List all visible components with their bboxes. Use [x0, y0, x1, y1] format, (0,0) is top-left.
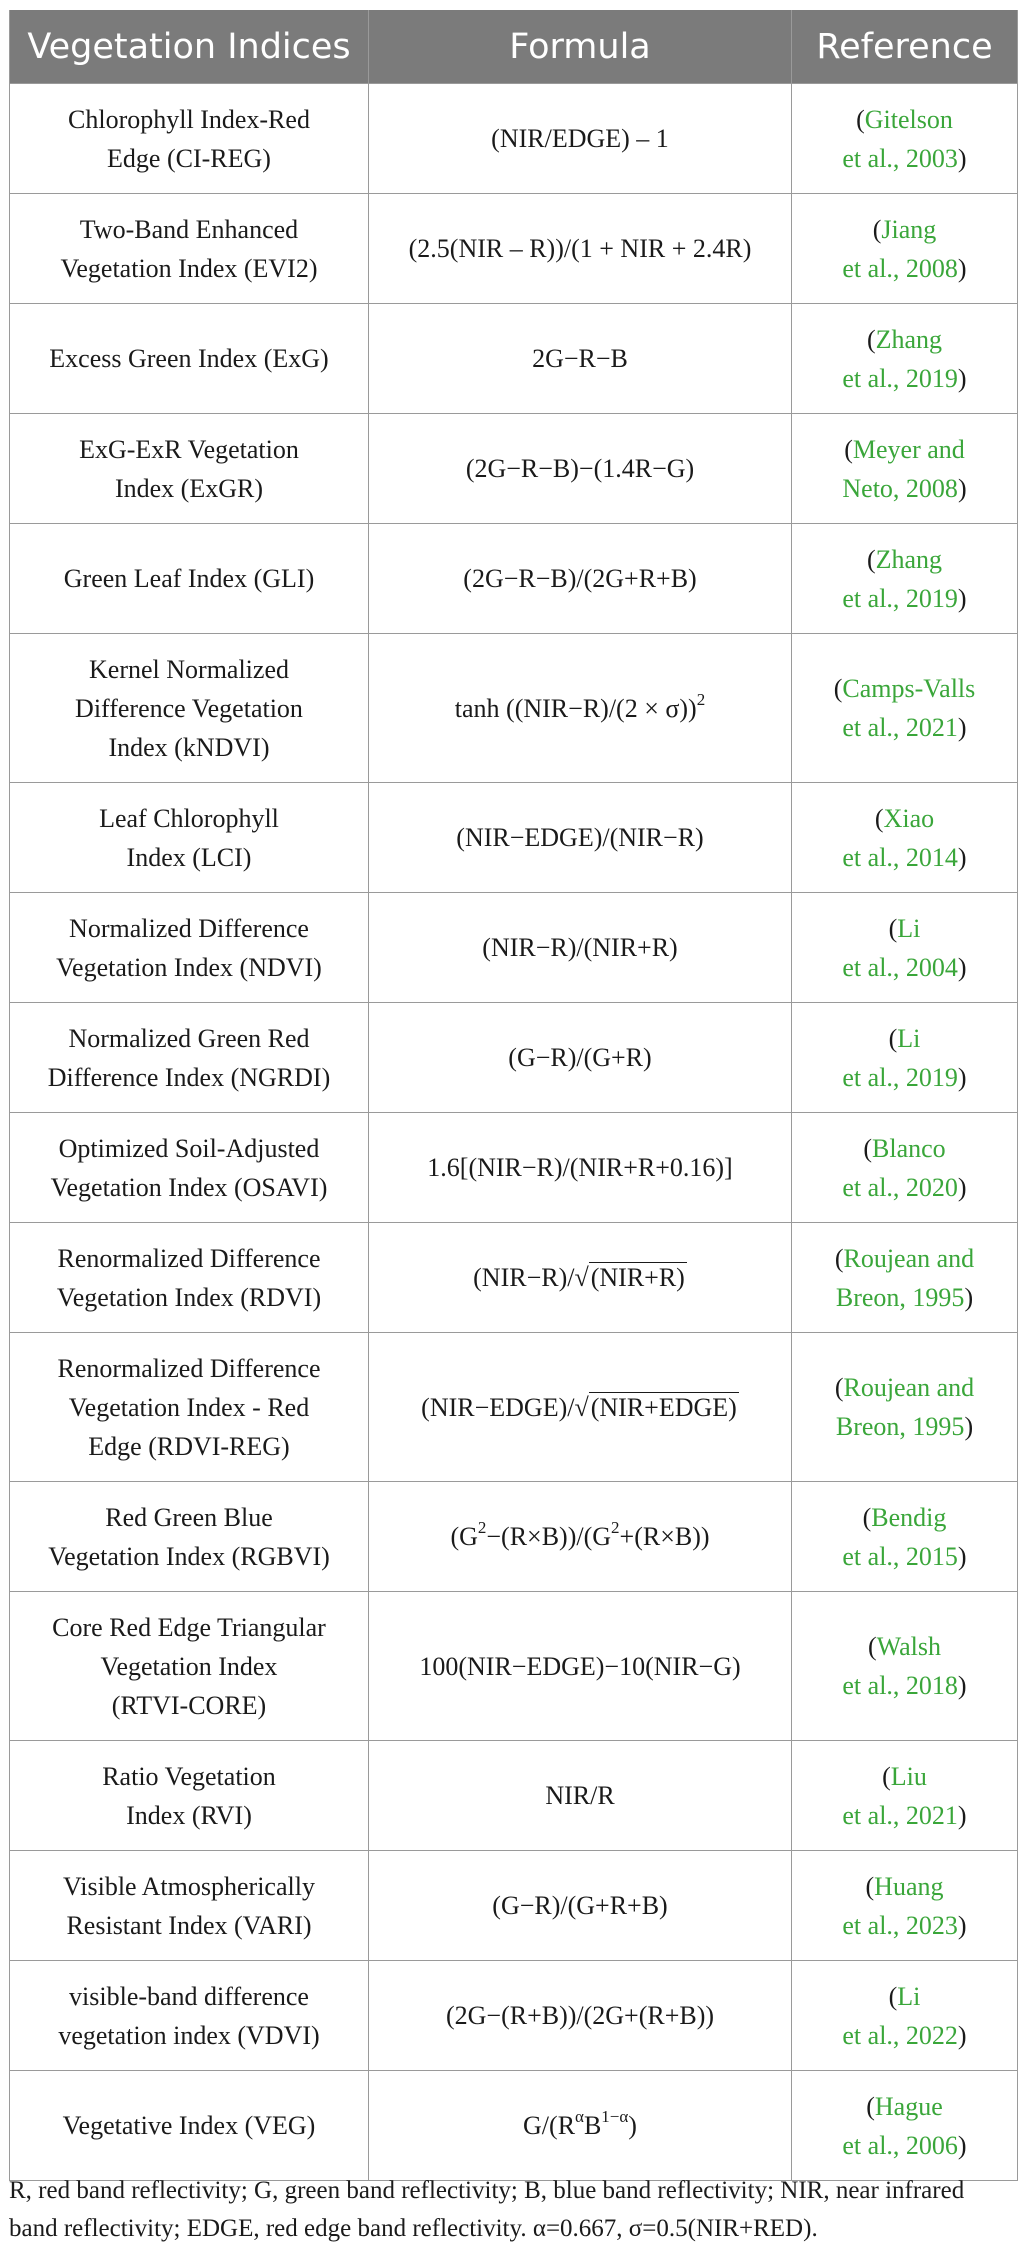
index-name: Core Red Edge Triangular Vegetation Index (RTVI-CORE) [10, 1592, 369, 1741]
table-row [10, 1741, 1018, 1851]
reference-link[interactable]: (Jiang et al., 2008) [792, 194, 1018, 304]
reference-link[interactable]: (Liu et al., 2021) [792, 1741, 1018, 1851]
index-name: Visible Atmospherically Resistant Index (VARI) [10, 1851, 369, 1961]
formula: 100(NIR−EDGE)−10(NIR−G) [369, 1592, 792, 1741]
reference-link[interactable]: (Huang et al., 2023) [792, 1851, 1018, 1961]
reference-link[interactable]: (Li et al., 2022) [792, 1961, 1018, 2071]
formula: $(G^2-(R\times B))/(G^2+(R\times B))$ [369, 1482, 792, 1592]
reference-link[interactable]: (Roujean and Breon, 1995) [792, 1223, 1018, 1333]
table-header-row [10, 10, 1018, 84]
table-row [10, 783, 1018, 893]
formula: (G−R)/(G+R+B) [369, 1851, 792, 1961]
table-row [10, 1851, 1018, 1961]
index-name: Two-Band Enhanced Vegetation Index (EVI2) [10, 194, 369, 304]
formula: NIR/R [369, 1741, 792, 1851]
header-formula: Formula [369, 10, 792, 84]
reference-link[interactable]: (Gitelson et al., 2003) [792, 84, 1018, 194]
table-row [10, 1482, 1018, 1592]
index-name: Chlorophyll Index-Red Edge (CI-REG) [10, 84, 369, 194]
table-row [10, 1113, 1018, 1223]
table-row [10, 1333, 1018, 1482]
formula: (NIR−EDGE)/√(NIR+EDGE) [369, 1333, 792, 1482]
header-vegetation-indices: Vegetation Indices [10, 10, 369, 84]
reference-link[interactable]: (Zhang et al., 2019) [792, 304, 1018, 414]
formula: 1.6[(NIR−R)/(NIR+R+0.16)] [369, 1113, 792, 1223]
index-name: ExG-ExR Vegetation Index (ExGR) [10, 414, 369, 524]
reference-link[interactable]: (Blanco et al., 2020) [792, 1113, 1018, 1223]
table-row [10, 1592, 1018, 1741]
formula: (NIR−EDGE)/(NIR−R) [369, 783, 792, 893]
formula: $G/(R^\alpha B^{1-\alpha})$ [369, 2071, 792, 2181]
index-name: Normalized Green Red Difference Index (NGRDI) [10, 1003, 369, 1113]
index-name: Leaf Chlorophyll Index (LCI) [10, 783, 369, 893]
formula: (2.5(NIR – R))/(1 + NIR + 2.4R) [369, 194, 792, 304]
index-name: Excess Green Index (ExG) [10, 304, 369, 414]
index-name: Normalized Difference Vegetation Index (NDVI) [10, 893, 369, 1003]
formula: (NIR−R)/√(NIR+R) [369, 1223, 792, 1333]
table-row [10, 194, 1018, 304]
vegetation-indices-table [9, 10, 1018, 2181]
reference-link[interactable]: (Camps-Valls et al., 2021) [792, 634, 1018, 783]
index-name: Ratio Vegetation Index (RVI) [10, 1741, 369, 1851]
reference-link[interactable]: (Meyer and Neto, 2008) [792, 414, 1018, 524]
table-row [10, 1223, 1018, 1333]
index-name: Renormalized Difference Vegetation Index - Red Edge (RDVI-REG) [10, 1333, 369, 1482]
reference-link[interactable]: (Walsh et al., 2018) [792, 1592, 1018, 1741]
reference-link[interactable]: (Li et al., 2019) [792, 1003, 1018, 1113]
index-name: Red Green Blue Vegetation Index (RGBVI) [10, 1482, 369, 1592]
table-row [10, 1961, 1018, 2071]
reference-link[interactable]: (Zhang et al., 2019) [792, 524, 1018, 634]
table-row [10, 414, 1018, 524]
header-reference: Reference [792, 10, 1018, 84]
formula: (2G−R−B)−(1.4R−G) [369, 414, 792, 524]
formula: (2G−(R+B))/(2G+(R+B)) [369, 1961, 792, 2071]
table-row [10, 1003, 1018, 1113]
formula: (NIR−R)/(NIR+R) [369, 893, 792, 1003]
reference-link[interactable]: (Hague et al., 2006) [792, 2071, 1018, 2181]
table-row [10, 893, 1018, 1003]
index-name: Optimized Soil-Adjusted Vegetation Index (OSAVI) [10, 1113, 369, 1223]
reference-link[interactable]: (Li et al., 2004) [792, 893, 1018, 1003]
vegetation-indices-table-wrapper [9, 10, 1017, 2181]
reference-link[interactable]: (Xiao et al., 2014) [792, 783, 1018, 893]
reference-link[interactable]: (Bendig et al., 2015) [792, 1482, 1018, 1592]
table-footnote: R, red band reflectivity; G, green band reflectivity; B, blue band reflectivity; NIR, near infrared band reflectivity; EDGE, red edge band reflectivity. α=0.667, σ=0.5(NIR+RED). [9, 2177, 965, 2242]
index-name: Vegetative Index (VEG) [10, 2071, 369, 2181]
index-name: visible-band difference vegetation index (VDVI) [10, 1961, 369, 2071]
table-row [10, 524, 1018, 634]
formula: 2G−R−B [369, 304, 792, 414]
table-row [10, 634, 1018, 783]
index-name: Renormalized Difference Vegetation Index (RDVI) [10, 1223, 369, 1333]
table-row [10, 304, 1018, 414]
formula: $\tanh ((NIR-R)/(2 \times \sigma))^2$ [369, 634, 792, 783]
index-name: Kernel Normalized Difference Vegetation Index (kNDVI) [10, 634, 369, 783]
formula: (G−R)/(G+R) [369, 1003, 792, 1113]
formula: (2G−R−B)/(2G+R+B) [369, 524, 792, 634]
table-row [10, 84, 1018, 194]
table-row [10, 2071, 1018, 2181]
index-name: Green Leaf Index (GLI) [10, 524, 369, 634]
reference-link[interactable]: (Roujean and Breon, 1995) [792, 1333, 1018, 1482]
formula: (NIR/EDGE) – 1 [369, 84, 792, 194]
